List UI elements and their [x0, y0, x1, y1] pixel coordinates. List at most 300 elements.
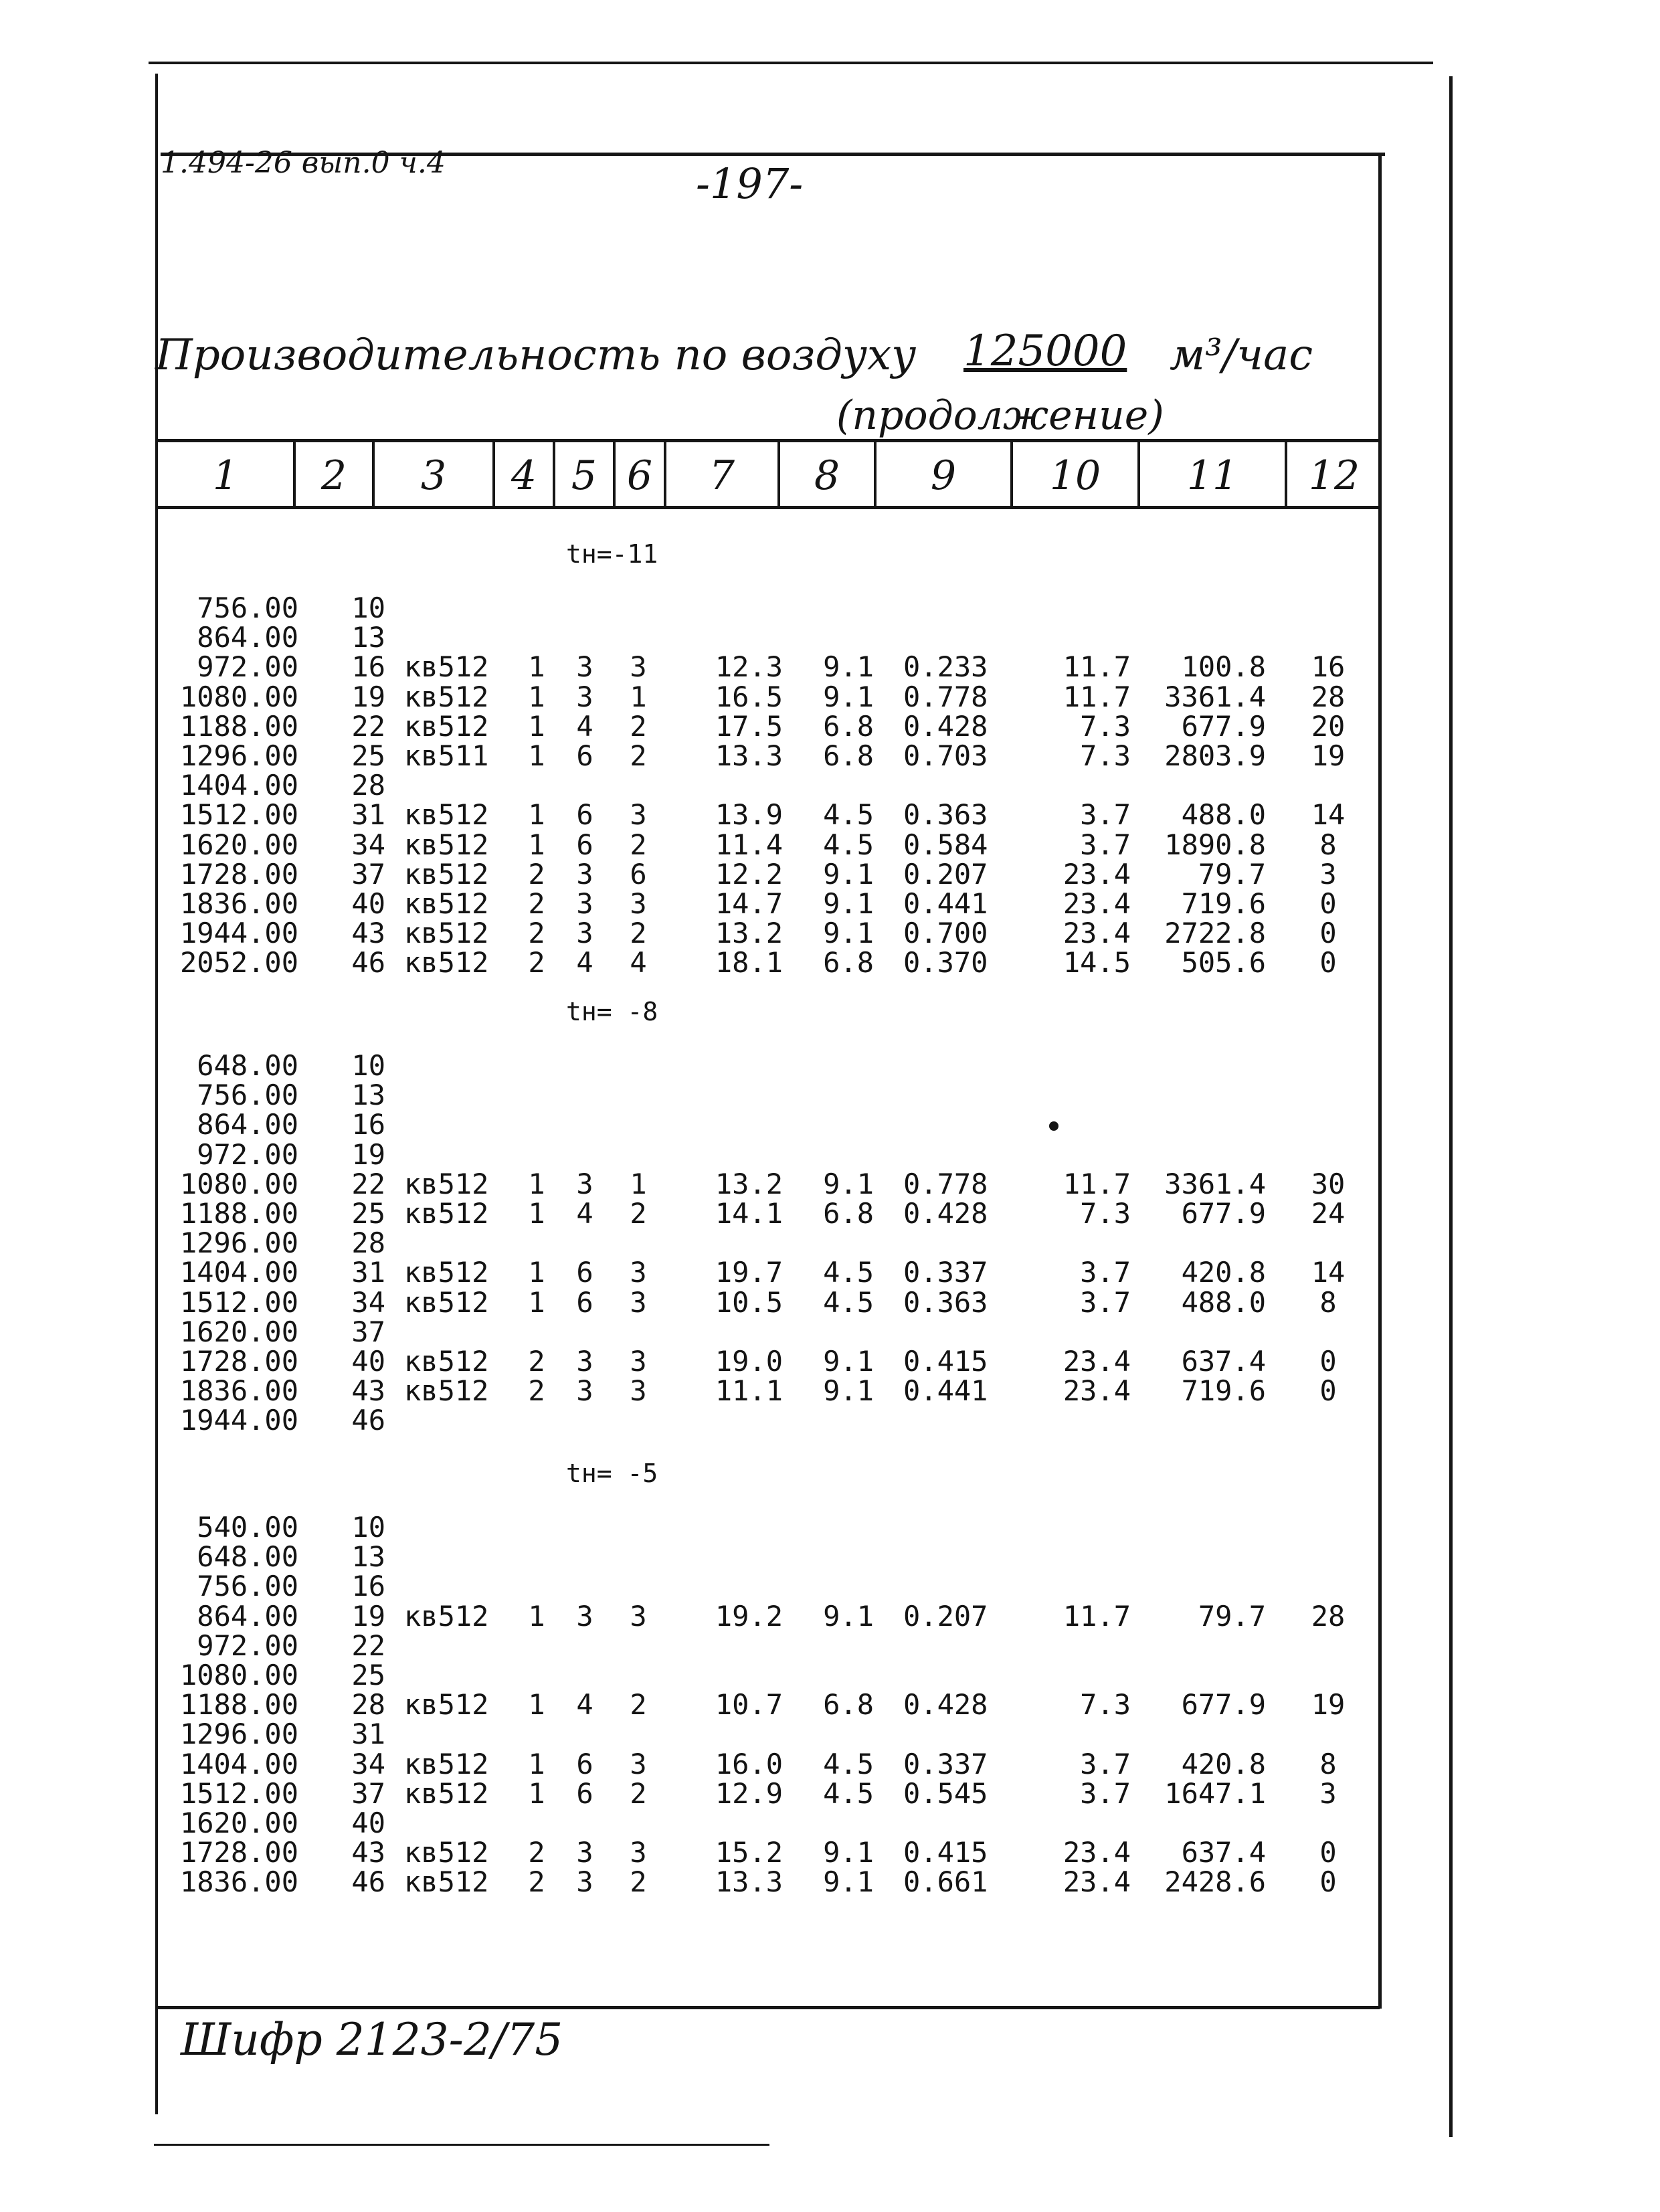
table-cell-col3: кв512 — [404, 798, 489, 831]
table-cell-col4: 2 — [528, 1374, 545, 1407]
table-cell-col5: 3 — [576, 858, 593, 891]
table-cell-col5: 6 — [576, 798, 593, 831]
table-cell-col3: кв512 — [404, 650, 489, 683]
table-cell-col11: 677.9 — [1181, 1688, 1266, 1721]
table-cell-col4: 2 — [528, 1865, 545, 1898]
table-cell-col1: 1080.00 — [179, 1659, 298, 1691]
table-cell-col12: 28 — [1311, 1600, 1346, 1633]
table-cell-col2: 40 — [351, 1807, 385, 1839]
table-cell-col5: 6 — [576, 828, 593, 861]
table-cell-col6: 2 — [630, 828, 647, 861]
table-cell-col3: кв512 — [404, 1688, 489, 1721]
table-cell-col8: 9.1 — [823, 1168, 874, 1200]
table-cell-col7: 19.2 — [715, 1600, 783, 1633]
column-separator — [613, 442, 616, 507]
table-cell-col12: 16 — [1311, 650, 1346, 683]
table-cell-col5: 3 — [576, 1168, 593, 1200]
table-cell-col3: кв512 — [404, 1374, 489, 1407]
table-cell-col11: 2428.6 — [1164, 1865, 1266, 1898]
table-cell-col7: 17.5 — [715, 710, 783, 743]
table-cell-col4: 1 — [528, 1748, 545, 1780]
table-cell-col10: 3.7 — [1080, 1777, 1131, 1810]
table-cell-col1: 1296.00 — [179, 1226, 298, 1259]
table-cell-col6: 3 — [630, 1256, 647, 1289]
table-cell-col1: 2052.00 — [179, 946, 298, 979]
table-cell-col11: 420.8 — [1181, 1256, 1266, 1289]
table-cell-col2: 40 — [351, 887, 385, 920]
table-cell-col3: кв512 — [404, 1286, 489, 1319]
table-cell-col3: кв512 — [404, 680, 489, 713]
table-cell-col1: 1728.00 — [179, 858, 298, 891]
table-cell-col8: 9.1 — [823, 1345, 874, 1378]
table-cell-col5: 3 — [576, 650, 593, 683]
table-cell-col6: 6 — [630, 858, 647, 891]
table-cell-col4: 2 — [528, 946, 545, 979]
table-cell-col10: 23.4 — [1063, 887, 1131, 920]
table-cell-col8: 6.8 — [823, 946, 874, 979]
table-cell-col10: 7.3 — [1080, 1688, 1131, 1721]
table-cell-col12: 8 — [1319, 1286, 1337, 1319]
table-cell-col6: 2 — [630, 917, 647, 949]
table-cell-col9: 0.778 — [903, 1168, 988, 1200]
table-cell-col2: 16 — [351, 1570, 385, 1602]
table-cell-col4: 1 — [528, 1197, 545, 1230]
table-cell-col4: 1 — [528, 798, 545, 831]
table-cell-col12: 8 — [1319, 828, 1337, 861]
column-header-2: 2 — [320, 452, 347, 499]
table-cell-col1: 1836.00 — [179, 1865, 298, 1898]
table-cell-col8: 6.8 — [823, 739, 874, 772]
table-cell-col5: 4 — [576, 1688, 593, 1721]
table-cell-col3: кв512 — [404, 1836, 489, 1869]
column-separator — [553, 442, 555, 507]
table-cell-col5: 6 — [576, 1256, 593, 1289]
table-cell-col12: 0 — [1319, 946, 1337, 979]
table-cell-col10: 3.7 — [1080, 1256, 1131, 1289]
table-cell-col4: 2 — [528, 1345, 545, 1378]
table-cell-col10: 23.4 — [1063, 1836, 1131, 1869]
table-cell-col3: кв512 — [404, 917, 489, 949]
table-cell-col4: 1 — [528, 650, 545, 683]
table-cell-col2: 37 — [351, 1315, 385, 1348]
table-cell-col2: 43 — [351, 1374, 385, 1407]
section-title: tн=-11 — [566, 539, 658, 569]
table-cell-col9: 0.363 — [903, 798, 988, 831]
table-cell-col2: 22 — [351, 1168, 385, 1200]
page-number: -197- — [696, 159, 804, 208]
table-cell-col2: 31 — [351, 1256, 385, 1289]
table-cell-col12: 3 — [1319, 1777, 1337, 1810]
table-cell-col9: 0.428 — [903, 710, 988, 743]
column-header-1: 1 — [212, 452, 239, 499]
table-cell-col5: 6 — [576, 1777, 593, 1810]
table-cell-col2: 22 — [351, 710, 385, 743]
table-cell-col11: 100.8 — [1181, 650, 1266, 683]
column-header-11: 11 — [1186, 452, 1238, 499]
table-cell-col1: 864.00 — [197, 621, 298, 654]
table-cell-col8: 4.5 — [823, 1748, 874, 1780]
table-cell-col2: 16 — [351, 650, 385, 683]
table-cell-col5: 3 — [576, 1865, 593, 1898]
table-cell-col9: 0.545 — [903, 1777, 988, 1810]
table-cell-col3: кв512 — [404, 887, 489, 920]
table-cell-col6: 2 — [630, 1688, 647, 1721]
table-cell-col4: 2 — [528, 917, 545, 949]
table-cell-col9: 0.363 — [903, 1286, 988, 1319]
table-cell-col10: 7.3 — [1080, 710, 1131, 743]
table-cell-col9: 0.207 — [903, 858, 988, 891]
table-cell-col10: 3.7 — [1080, 1286, 1131, 1319]
table-cell-col12: 0 — [1319, 917, 1337, 949]
table-cell-col7: 16.0 — [715, 1748, 783, 1780]
table-cell-col9: 0.370 — [903, 946, 988, 979]
table-cell-col3: кв512 — [404, 1345, 489, 1378]
table-cell-col4: 2 — [528, 887, 545, 920]
table-cell-col7: 12.2 — [715, 858, 783, 891]
table-cell-col5: 3 — [576, 917, 593, 949]
table-cell-col1: 648.00 — [197, 1540, 298, 1573]
table-cell-col3: кв512 — [404, 1256, 489, 1289]
table-cell-col2: 25 — [351, 739, 385, 772]
table-cell-col2: 28 — [351, 1688, 385, 1721]
top-edge-rule — [149, 62, 1433, 64]
table-cell-col12: 0 — [1319, 1836, 1337, 1869]
table-cell-col11: 488.0 — [1181, 798, 1266, 831]
table-cell-col7: 19.7 — [715, 1256, 783, 1289]
table-cell-col10: 11.7 — [1063, 1168, 1131, 1200]
table-cell-col1: 1188.00 — [179, 1197, 298, 1230]
document-reference: 1.494-26 вып.0 ч.4 — [161, 146, 446, 180]
column-separator — [664, 442, 666, 507]
table-cell-col8: 9.1 — [823, 917, 874, 949]
table-cell-col2: 13 — [351, 621, 385, 654]
table-cell-col1: 1188.00 — [179, 710, 298, 743]
table-cell-col7: 10.7 — [715, 1688, 783, 1721]
table-cell-col9: 0.441 — [903, 887, 988, 920]
table-cell-col8: 9.1 — [823, 1600, 874, 1633]
table-cell-col2: 13 — [351, 1540, 385, 1573]
table-cell-col4: 2 — [528, 858, 545, 891]
table-cell-col4: 1 — [528, 1600, 545, 1633]
table-cell-col12: 19 — [1311, 739, 1346, 772]
table-cell-col10: 23.4 — [1063, 917, 1131, 949]
table-cell-col9: 0.661 — [903, 1865, 988, 1898]
table-cell-col1: 756.00 — [197, 1079, 298, 1111]
table-cell-col8: 9.1 — [823, 650, 874, 683]
table-cell-col3: кв512 — [404, 828, 489, 861]
table-cell-col2: 16 — [351, 1108, 385, 1141]
table-cell-col9: 0.428 — [903, 1197, 988, 1230]
table-cell-col5: 6 — [576, 1748, 593, 1780]
table-cell-col7: 13.3 — [715, 739, 783, 772]
table-cell-col6: 2 — [630, 1865, 647, 1898]
table-cell-col5: 6 — [576, 739, 593, 772]
column-separator — [293, 442, 296, 507]
table-cell-col7: 18.1 — [715, 946, 783, 979]
table-cell-col7: 13.2 — [715, 1168, 783, 1200]
table-cell-col7: 13.2 — [715, 917, 783, 949]
column-header-10: 10 — [1049, 452, 1101, 499]
column-separator — [777, 442, 780, 507]
table-cell-col7: 14.7 — [715, 887, 783, 920]
column-header-7: 7 — [709, 452, 735, 499]
table-cell-col1: 1080.00 — [179, 680, 298, 713]
table-cell-col6: 3 — [630, 1286, 647, 1319]
table-cell-col1: 1404.00 — [179, 1748, 298, 1780]
table-cell-col12: 0 — [1319, 1865, 1337, 1898]
airflow-unit: м³/час — [1170, 331, 1313, 380]
table-cell-col11: 2803.9 — [1164, 739, 1266, 772]
column-separator — [1010, 442, 1013, 507]
table-cell-col1: 1512.00 — [179, 798, 298, 831]
scan-dot — [1049, 1121, 1058, 1131]
table-cell-col1: 972.00 — [197, 1138, 298, 1171]
table-cell-col11: 719.6 — [1181, 887, 1266, 920]
table-cell-col9: 0.233 — [903, 650, 988, 683]
table-cell-col10: 3.7 — [1080, 1748, 1131, 1780]
table-cell-col8: 6.8 — [823, 1688, 874, 1721]
table-cell-col8: 9.1 — [823, 1374, 874, 1407]
table-cell-col6: 3 — [630, 798, 647, 831]
table-cell-col1: 1728.00 — [179, 1345, 298, 1378]
table-cell-col10: 11.7 — [1063, 650, 1131, 683]
table-cell-col2: 22 — [351, 1629, 385, 1662]
table-cell-col9: 0.337 — [903, 1256, 988, 1289]
table-cell-col6: 1 — [630, 680, 647, 713]
table-cell-col12: 14 — [1311, 798, 1346, 831]
table-cell-col11: 2722.8 — [1164, 917, 1266, 949]
table-cell-col5: 6 — [576, 1286, 593, 1319]
column-header-12: 12 — [1308, 452, 1360, 499]
table-cell-col10: 11.7 — [1063, 680, 1131, 713]
table-cell-col2: 43 — [351, 1836, 385, 1869]
table-cell-col1: 1620.00 — [179, 828, 298, 861]
table-cell-col8: 6.8 — [823, 1197, 874, 1230]
table-cell-col2: 25 — [351, 1197, 385, 1230]
table-cell-col1: 1296.00 — [179, 739, 298, 772]
table-cell-col6: 2 — [630, 710, 647, 743]
table-cell-col6: 3 — [630, 1374, 647, 1407]
table-cell-col11: 677.9 — [1181, 710, 1266, 743]
table-cell-col4: 1 — [528, 1286, 545, 1319]
table-cell-col1: 1080.00 — [179, 1168, 298, 1200]
table-cell-col2: 31 — [351, 1718, 385, 1750]
table-cell-col1: 648.00 — [197, 1049, 298, 1082]
table-cell-col1: 1836.00 — [179, 1374, 298, 1407]
table-cell-col2: 10 — [351, 1511, 385, 1544]
bottom-border — [158, 2006, 1380, 2009]
table-cell-col11: 79.7 — [1198, 1600, 1266, 1633]
table-cell-col3: кв512 — [404, 1600, 489, 1633]
table-cell-col10: 3.7 — [1080, 798, 1131, 831]
continuation-note: (продолжение) — [836, 392, 1164, 439]
table-cell-col3: кв512 — [404, 1748, 489, 1780]
table-cell-col1: 1944.00 — [179, 1404, 298, 1437]
outer-right-border — [1449, 76, 1453, 2137]
table-cell-col1: 1404.00 — [179, 769, 298, 802]
table-cell-col6: 4 — [630, 946, 647, 979]
table-cell-col11: 488.0 — [1181, 1286, 1266, 1319]
table-cell-col6: 3 — [630, 1836, 647, 1869]
table-cell-col3: кв512 — [404, 1168, 489, 1200]
table-cell-col3: кв512 — [404, 710, 489, 743]
table-cell-col3: кв512 — [404, 1777, 489, 1810]
table-cell-col2: 34 — [351, 1286, 385, 1319]
table-cell-col7: 11.4 — [715, 828, 783, 861]
table-cell-col1: 1944.00 — [179, 917, 298, 949]
table-cell-col9: 0.778 — [903, 680, 988, 713]
table-cell-col2: 43 — [351, 917, 385, 949]
table-cell-col12: 3 — [1319, 858, 1337, 891]
table-cell-col8: 9.1 — [823, 887, 874, 920]
table-cell-col6: 1 — [630, 1168, 647, 1200]
table-cell-col1: 1620.00 — [179, 1807, 298, 1839]
table-cell-col2: 40 — [351, 1345, 385, 1378]
table-cell-col2: 37 — [351, 1777, 385, 1810]
table-cell-col12: 0 — [1319, 887, 1337, 920]
table-cell-col12: 30 — [1311, 1168, 1346, 1200]
table-cell-col12: 8 — [1319, 1748, 1337, 1780]
table-cell-col12: 19 — [1311, 1688, 1346, 1721]
table-cell-col10: 3.7 — [1080, 828, 1131, 861]
table-cell-col11: 79.7 — [1198, 858, 1266, 891]
table-cell-col8: 4.5 — [823, 1256, 874, 1289]
header-top-rule — [158, 439, 1381, 442]
table-cell-col1: 1512.00 — [179, 1777, 298, 1810]
table-cell-col9: 0.415 — [903, 1836, 988, 1869]
table-cell-col5: 4 — [576, 1197, 593, 1230]
table-cell-col4: 1 — [528, 1688, 545, 1721]
table-cell-col3: кв511 — [404, 739, 489, 772]
table-cell-col11: 505.6 — [1181, 946, 1266, 979]
table-cell-col7: 19.0 — [715, 1345, 783, 1378]
table-cell-col2: 46 — [351, 946, 385, 979]
table-cell-col2: 46 — [351, 1404, 385, 1437]
column-header-5: 5 — [571, 452, 597, 499]
table-cell-col5: 3 — [576, 887, 593, 920]
table-cell-col9: 0.415 — [903, 1345, 988, 1378]
column-separator — [874, 442, 877, 507]
table-cell-col11: 637.4 — [1181, 1345, 1266, 1378]
table-cell-col9: 0.584 — [903, 828, 988, 861]
table-cell-col4: 2 — [528, 1836, 545, 1869]
table-cell-col12: 24 — [1311, 1197, 1346, 1230]
table-cell-col7: 11.1 — [715, 1374, 783, 1407]
table-cell-col1: 1620.00 — [179, 1315, 298, 1348]
table-cell-col12: 20 — [1311, 710, 1346, 743]
table-cell-col1: 1512.00 — [179, 1286, 298, 1319]
table-cell-col9: 0.207 — [903, 1600, 988, 1633]
table-cell-col3: кв512 — [404, 946, 489, 979]
column-header-3: 3 — [420, 452, 447, 499]
table-cell-col5: 3 — [576, 680, 593, 713]
table-cell-col2: 31 — [351, 798, 385, 831]
table-cell-col10: 7.3 — [1080, 1197, 1131, 1230]
table-cell-col4: 1 — [528, 1777, 545, 1810]
table-cell-col12: 14 — [1311, 1256, 1346, 1289]
column-header-8: 8 — [814, 452, 840, 499]
table-cell-col4: 1 — [528, 1168, 545, 1200]
table-cell-col1: 972.00 — [197, 1629, 298, 1662]
table-cell-col11: 677.9 — [1181, 1197, 1266, 1230]
table-cell-col10: 14.5 — [1063, 946, 1131, 979]
table-cell-col1: 540.00 — [197, 1511, 298, 1544]
table-cell-col4: 1 — [528, 828, 545, 861]
table-cell-col6: 3 — [630, 887, 647, 920]
table-cell-col7: 13.9 — [715, 798, 783, 831]
table-cell-col2: 28 — [351, 769, 385, 802]
table-cell-col5: 3 — [576, 1836, 593, 1869]
table-cell-col10: 23.4 — [1063, 1865, 1131, 1898]
table-cell-col7: 13.3 — [715, 1865, 783, 1898]
table-cell-col7: 12.3 — [715, 650, 783, 683]
table-cell-col5: 4 — [576, 710, 593, 743]
table-cell-col1: 1404.00 — [179, 1256, 298, 1289]
table-cell-col11: 719.6 — [1181, 1374, 1266, 1407]
table-cell-col1: 1728.00 — [179, 1836, 298, 1869]
section-title: tн= -5 — [566, 1459, 658, 1488]
table-cell-col5: 4 — [576, 946, 593, 979]
table-cell-col3: кв512 — [404, 1865, 489, 1898]
table-cell-col10: 11.7 — [1063, 1600, 1131, 1633]
column-separator — [492, 442, 495, 507]
table-cell-col4: 1 — [528, 1256, 545, 1289]
table-cell-col2: 19 — [351, 1138, 385, 1171]
table-cell-col7: 16.5 — [715, 680, 783, 713]
table-cell-col7: 10.5 — [715, 1286, 783, 1319]
table-cell-col7: 12.9 — [715, 1777, 783, 1810]
table-cell-col1: 756.00 — [197, 1570, 298, 1602]
table-cell-col5: 3 — [576, 1600, 593, 1633]
column-header-4: 4 — [511, 452, 537, 499]
table-cell-col11: 3361.4 — [1164, 680, 1266, 713]
table-cell-col9: 0.441 — [903, 1374, 988, 1407]
inner-right-border — [1378, 155, 1382, 2009]
table-cell-col2: 28 — [351, 1226, 385, 1259]
airflow-value: 125000 — [963, 327, 1127, 376]
footer-cipher: Шифр 2123-2/75 — [181, 2014, 563, 2065]
page-title: Производительность по воздуху — [155, 331, 917, 380]
table-cell-col11: 637.4 — [1181, 1836, 1266, 1869]
column-header-6: 6 — [626, 452, 653, 499]
table-cell-col5: 3 — [576, 1374, 593, 1407]
table-cell-col1: 972.00 — [197, 650, 298, 683]
table-cell-col11: 1647.1 — [1164, 1777, 1266, 1810]
table-cell-col2: 34 — [351, 1748, 385, 1780]
column-separator — [1137, 442, 1140, 507]
table-cell-col6: 3 — [630, 1600, 647, 1633]
table-cell-col2: 46 — [351, 1865, 385, 1898]
table-cell-col8: 9.1 — [823, 1865, 874, 1898]
table-cell-col6: 3 — [630, 650, 647, 683]
header-bottom-rule — [158, 506, 1381, 509]
table-cell-col2: 19 — [351, 1600, 385, 1633]
table-cell-col1: 864.00 — [197, 1108, 298, 1141]
table-cell-col6: 2 — [630, 1197, 647, 1230]
table-cell-col2: 19 — [351, 680, 385, 713]
table-cell-col2: 25 — [351, 1659, 385, 1691]
table-cell-col2: 37 — [351, 858, 385, 891]
table-cell-col10: 23.4 — [1063, 1374, 1131, 1407]
table-cell-col2: 10 — [351, 591, 385, 624]
table-cell-col8: 9.1 — [823, 858, 874, 891]
table-cell-col9: 0.703 — [903, 739, 988, 772]
table-cell-col9: 0.337 — [903, 1748, 988, 1780]
table-cell-col12: 0 — [1319, 1345, 1337, 1378]
table-cell-col11: 420.8 — [1181, 1748, 1266, 1780]
table-cell-col4: 1 — [528, 680, 545, 713]
table-cell-col1: 756.00 — [197, 591, 298, 624]
